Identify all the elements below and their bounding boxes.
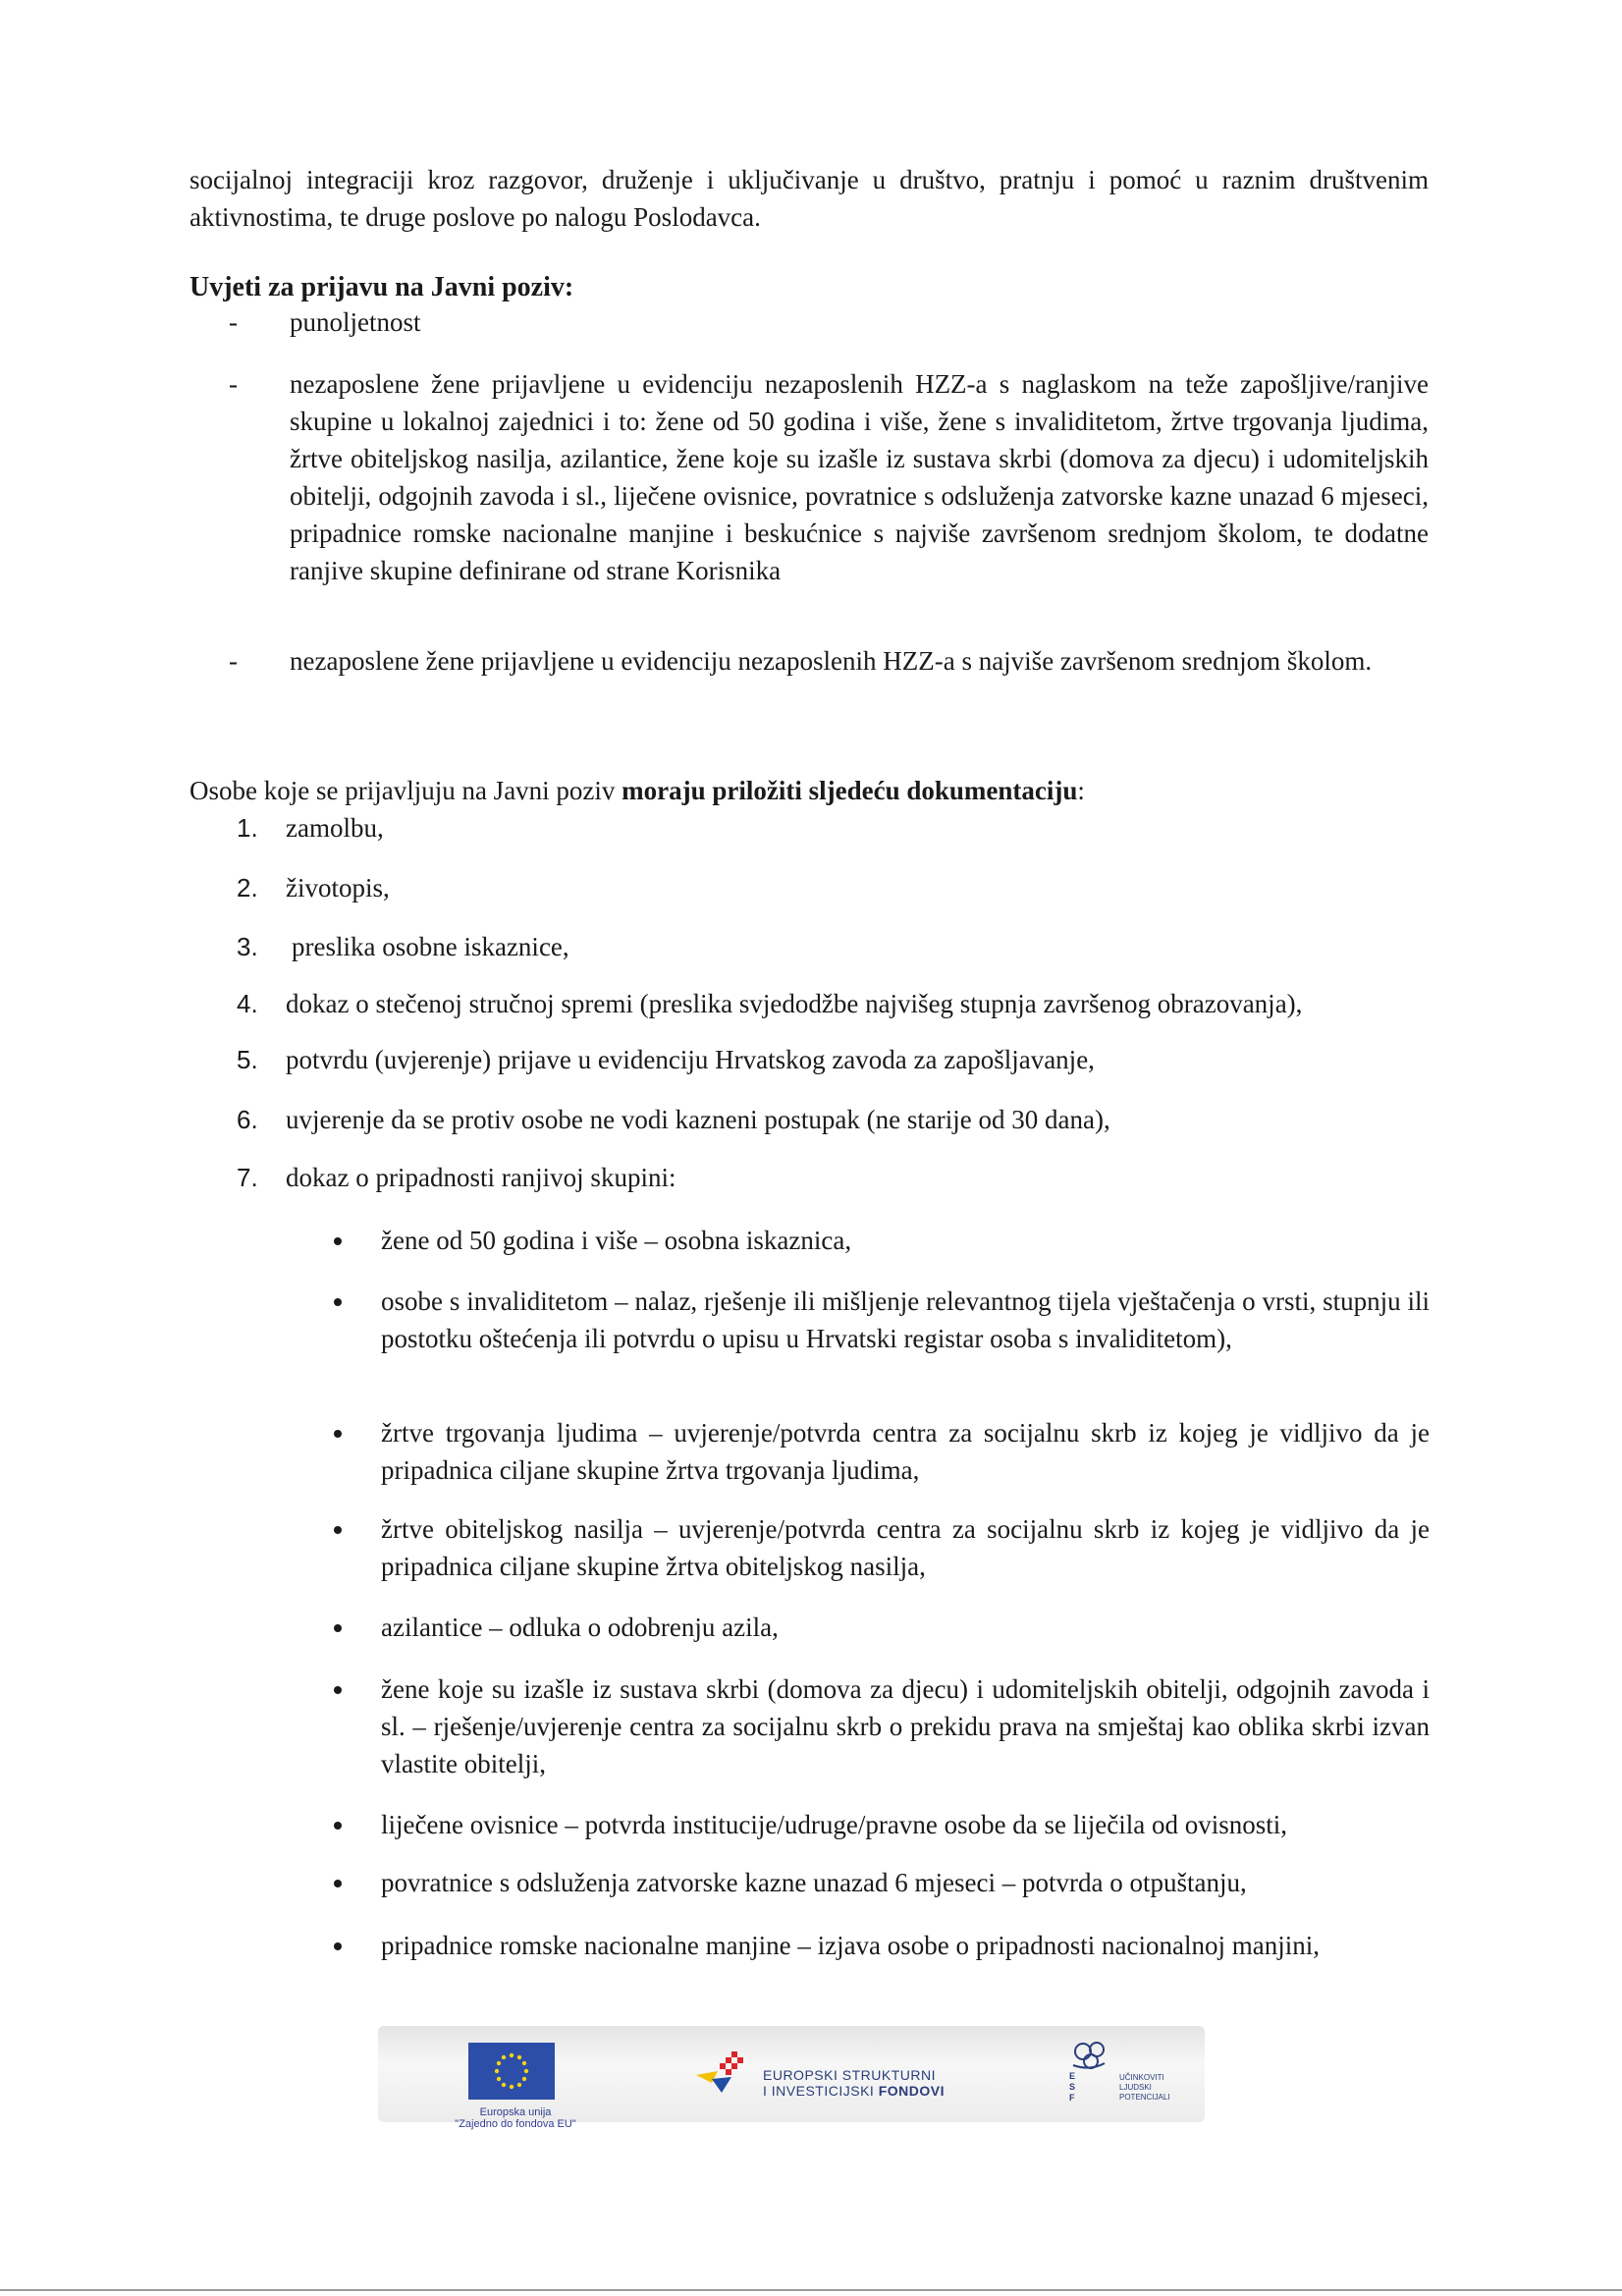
esif-caption-plain: I INVESTICIJSKI bbox=[763, 2083, 879, 2099]
condition-item bbox=[229, 642, 1429, 680]
dash-marker: - bbox=[229, 369, 238, 399]
bullet-marker bbox=[334, 1624, 342, 1632]
intro-paragraph: socijalnoj integraciji kroz razgovor, druženje i uključivanje u društvo, pratnju i pomoć u raznim društvenim aktivnostima, te druge poslove po nalogu Poslodavca. bbox=[189, 165, 1429, 232]
esf-letters bbox=[1069, 2071, 1075, 2104]
conditions-heading: Uvjeti za prijavu na Javni poziv: bbox=[189, 272, 574, 302]
bullet-marker bbox=[334, 1298, 342, 1306]
item-number: 6. bbox=[237, 1105, 258, 1134]
proof-text: pripadnice romske nacionalne manjine – izjava osobe o pripadnosti nacionalnoj manjini, bbox=[381, 1931, 1320, 1960]
proof-item bbox=[332, 1609, 1430, 1646]
proof-text: povratnice s odsluženja zatvorske kazne unazad 6 mjeseci – potvrda o otpuštanju, bbox=[381, 1868, 1247, 1897]
esf-letter: S bbox=[1069, 2082, 1076, 2092]
document-item bbox=[237, 928, 1430, 965]
item-number: 7. bbox=[237, 1163, 258, 1192]
esf-letter: E bbox=[1069, 2071, 1076, 2081]
proof-text: žrtve obiteljskog nasilja – uvjerenje/potvrda centra za socijalnu skrb iz kojeg je vidljivo da je pripadnica ciljane skupine žrtva obiteljskog nasilja, bbox=[381, 1514, 1430, 1581]
esif-caption-bold: FONDOVI bbox=[878, 2083, 945, 2099]
document-item bbox=[237, 1101, 1430, 1138]
esf-caption-line: POTENCIJALI bbox=[1119, 2093, 1170, 2102]
item-text: životopis, bbox=[286, 873, 390, 902]
item-text: dokaz o stečenoj stručnoj spremi (preslika svjedodžbe najvišeg stupnja završenog obrazovanja), bbox=[286, 989, 1303, 1018]
condition-text: punoljetnost bbox=[290, 307, 421, 337]
document-item bbox=[237, 1159, 1430, 1196]
esf-letter: F bbox=[1069, 2093, 1075, 2103]
proof-text: žene od 50 godina i više – osobna iskaznica, bbox=[381, 1226, 852, 1255]
proof-item bbox=[332, 1806, 1430, 1843]
proof-item bbox=[332, 1927, 1430, 1964]
eu-caption bbox=[417, 2106, 614, 2130]
esf-caption-line: LJUDSKI bbox=[1119, 2083, 1152, 2092]
dash-marker: - bbox=[229, 307, 238, 337]
item-text: dokaz o pripadnosti ranjivoj skupini: bbox=[286, 1163, 676, 1192]
esf-caption-line: UČINKOVITI bbox=[1119, 2073, 1164, 2082]
proof-item bbox=[332, 1414, 1430, 1489]
item-number: 5. bbox=[237, 1045, 258, 1074]
proof-text: žene koje su izašle iz sustava skrbi (domova za djecu) i udomiteljskih obitelji, odgojnih zavoda i sl. – rješenje/uvjerenje centra za socijalnu skrb o prekidu prava na smještaj kao oblika skrbi izvan vlastite obitelji, bbox=[381, 1674, 1430, 1778]
proof-item bbox=[332, 1222, 1430, 1259]
item-number: 3. bbox=[237, 932, 258, 961]
item-text: zamolbu, bbox=[286, 813, 384, 843]
esif-caption-line: EUROPSKI STRUKTURNI bbox=[763, 2067, 936, 2083]
proof-item bbox=[332, 1670, 1430, 1782]
item-number: 1. bbox=[237, 813, 258, 843]
condition-text: nezaposlene žene prijavljene u evidenciju nezaposlenih HZZ-a s naglaskom na teže zapošljive/ranjive skupine u lokalnoj zajednici i to: žene od 50 godina i više, žene s invaliditetom, žrtve trgovanja ljudima, žrtve obiteljskog nasilja, azilantice, žene koje su izašle iz sustava skrbi (domova za djecu) i udomiteljskih obitelji, odgojnih zavoda i sl., liječene ovisnice, povratnice s odsluženja zatvorske kazne unazad 6 mjeseci, pripadnice romske nacionalne manjine i beskućnice s najviše završenom srednjom školom, te dodatne ranjive skupine definirane od strane Korisnika bbox=[290, 369, 1429, 585]
eu-flag-icon bbox=[468, 2043, 555, 2100]
esf-caption bbox=[1119, 2073, 1170, 2103]
item-text: potvrdu (uvjerenje) prijave u evidenciju Hrvatskog zavoda za zapošljavanje, bbox=[286, 1045, 1095, 1074]
item-text: preslika osobne iskaznice, bbox=[292, 932, 569, 961]
bullet-marker bbox=[334, 1822, 342, 1830]
documents-intro-end: : bbox=[1077, 776, 1085, 805]
item-number: 4. bbox=[237, 989, 258, 1018]
documents-intro-bold: moraju priložiti sljedeću dokumentaciju bbox=[622, 776, 1078, 805]
proof-text: žrtve trgovanja ljudima – uvjerenje/potvrda centra za socijalnu skrb iz kojeg je vidljivo da je pripadnica ciljane skupine žrtva trgovanja ljudima, bbox=[381, 1418, 1430, 1485]
condition-item bbox=[229, 303, 1429, 341]
eu-caption-line: "Zajedno do fondova EU" bbox=[455, 2118, 576, 2130]
item-number: 2. bbox=[237, 873, 258, 902]
document-item bbox=[237, 869, 1430, 906]
bullet-marker bbox=[334, 1526, 342, 1534]
condition-text: nezaposlene žene prijavljene u evidenciju nezaposlenih HZZ-a s najviše završenom srednjom školom. bbox=[290, 646, 1373, 676]
proof-text: azilantice – odluka o odobrenju azila, bbox=[381, 1613, 779, 1642]
condition-item bbox=[229, 365, 1429, 589]
bullet-marker bbox=[334, 1686, 342, 1694]
proof-item bbox=[332, 1283, 1430, 1357]
document-item bbox=[237, 985, 1430, 1022]
eu-caption-line: Europska unija bbox=[479, 2106, 552, 2118]
esf-logo-icon bbox=[1065, 2038, 1114, 2106]
bullet-marker bbox=[334, 1430, 342, 1438]
documents-intro bbox=[189, 772, 1085, 809]
documents-intro-text: Osobe koje se prijavljuju na Javni poziv bbox=[189, 776, 622, 805]
esif-logo-icon bbox=[692, 2050, 751, 2097]
proof-item bbox=[332, 1510, 1430, 1585]
document-item bbox=[237, 809, 1430, 847]
scan-edge-line bbox=[0, 2289, 1622, 2291]
proof-text: liječene ovisnice – potvrda institucije/udruge/pravne osobe da se liječila od ovisnosti, bbox=[381, 1810, 1288, 1839]
bullet-marker bbox=[334, 1237, 342, 1245]
proof-text: osobe s invaliditetom – nalaz, rješenje ili mišljenje relevantnog tijela vještačenja o vrsti, stupnju ili postotku oštećenja ili potvrdu o upisu u Hrvatski registar osoba s invaliditetom), bbox=[381, 1286, 1430, 1353]
esif-caption bbox=[763, 2067, 945, 2099]
esif-caption-line bbox=[763, 2083, 945, 2099]
bullet-marker bbox=[334, 1942, 342, 1950]
bullet-marker bbox=[334, 1880, 342, 1887]
funding-logos-banner bbox=[378, 2016, 1205, 2132]
dash-marker: - bbox=[229, 646, 238, 676]
item-text: uvjerenje da se protiv osobe ne vodi kazneni postupak (ne starije od 30 dana), bbox=[286, 1105, 1110, 1134]
document-item bbox=[237, 1041, 1430, 1078]
proof-item bbox=[332, 1864, 1430, 1901]
